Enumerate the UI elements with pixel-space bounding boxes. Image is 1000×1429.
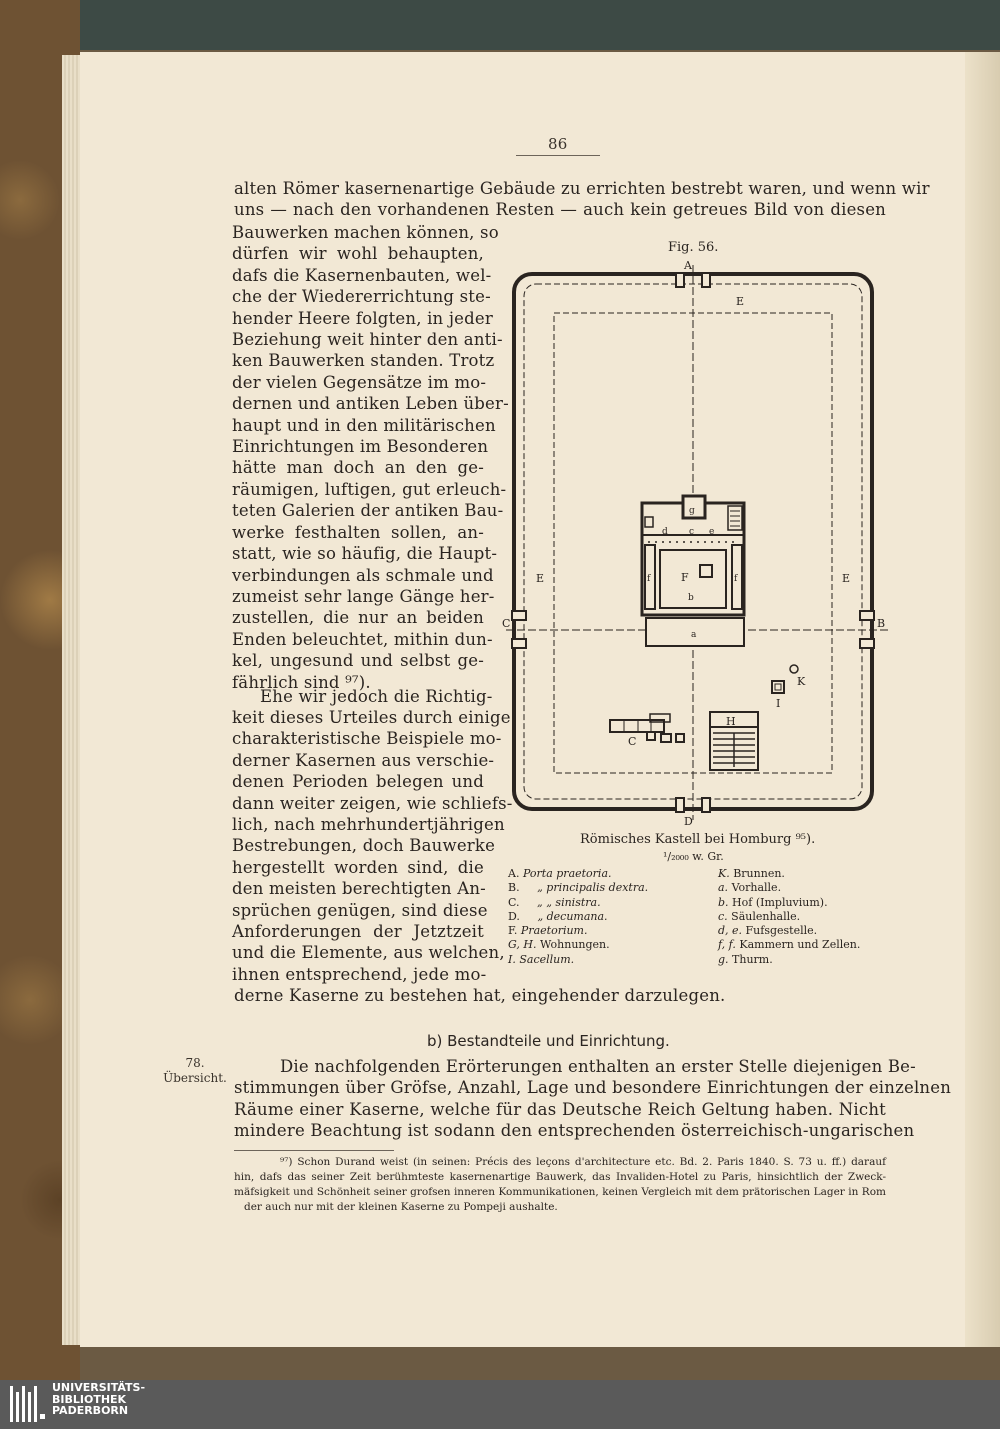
legend-item [508,924,648,938]
legend-item [718,938,860,952]
text-line: dernen und antiken Leben über- [232,394,509,414]
legend-key: F. [508,924,518,938]
legend-key: f, f. [718,938,736,952]
legend-item [718,881,860,895]
gate-a-right [702,273,710,287]
text-line: den meisten berechtigten An- [232,879,486,899]
legend-item [718,924,860,938]
library-name-line: UNIVERSITÄTS- [52,1381,146,1394]
text-line: Anforderungen der Jetztzeit [232,922,484,942]
legend-text: Sacellum. [519,952,575,966]
text-line: Bestrebungen, doch Bauwerke [232,836,496,856]
text-line: hender Heere folgten, in jeder [232,308,493,328]
figure-scale: ¹/₂₀₀₀ w. Gr. [663,850,724,863]
plan-letter: K [797,675,806,688]
text-line: Räume einer Kaserne, welche für das Deutsche Reich Geltung haben. Nicht [234,1099,886,1119]
figure-legend-left [508,867,648,967]
text-line: werke festhalten sollen, an- [232,522,484,542]
legend-text: Fufsgestelle. [745,924,818,938]
narrow-paragraph-2-cont [232,707,513,985]
legend-text: Thurm. [732,952,773,966]
legend-key: b. [718,895,729,909]
legend-text: Vorhalle. [731,881,782,895]
legend-key: G, H. [508,938,537,952]
paragraph-end-line: derne Kaserne zu bestehen hat, eingehender darzulegen. [234,986,726,1005]
gate-d-right [702,798,710,812]
text-line: ken Bauwerken standen. Trotz [232,351,495,371]
page-number: 86 [548,135,568,153]
legend-key: c. [718,909,728,923]
legend-item [718,910,860,924]
footnote-line: ⁹⁷) Schon Durand weist (in seinen: Précis des leçons d'architecture etc. Bd. 2. Paris 1840. S. 73 u. ff.) darauf [280,1156,886,1168]
text-line: alten Römer kasernenartige Gebäude zu errichten bestrebt waren, und wenn wir [234,179,930,198]
plan-letter: e [709,527,715,537]
legend-text: Wohnungen. [539,938,610,952]
gate-c-bottom [512,639,526,648]
text-line: derner Kasernen aus verschie- [232,750,495,770]
text-line: hergestellt worden sind, die [232,857,484,877]
section-paragraph [234,1056,952,1142]
legend-item [508,953,648,967]
text-line: Beziehung weit hinter den anti- [232,330,503,350]
text-line: charakteristische Beispiele mo- [232,729,502,749]
library-name-line: PADERBORN [52,1404,129,1417]
gate-b-top [860,611,874,620]
text-line: statt, wie so häufig, die Haupt- [232,544,498,564]
legend-item [508,938,648,952]
text-line: Enden beleuchtet, mithin dun- [232,629,493,649]
fort-plan-diagram [500,255,900,830]
legend-item [508,910,648,924]
legend-key: C. [508,895,520,909]
plan-letter: d [662,527,668,537]
cover-top-edge [0,0,1000,50]
text-line: zustellen, die nur an beiden [232,608,484,628]
margin-label: Übersicht. [163,1071,227,1085]
legend-text: Praetorium. [520,924,588,938]
plan-letter: A [684,259,692,272]
text-line: fährlich sind ⁹⁷). [232,672,371,692]
plan-letter: C [502,617,511,630]
well-k [790,665,798,673]
plan-letter: I [776,697,781,710]
text-line: Die nachfolgenden Erörterungen enthalten an erster Stelle diejenigen Be- [280,1057,916,1076]
legend-text: „ principalis dextra. [537,881,649,895]
text-line: lich, nach mehrhundertjährigen [232,815,505,835]
plan-letter: g [689,506,695,516]
text-line: stimmungen über Gröfse, Anzahl, Lage und besondere Einrichtungen der einzelnen [234,1078,952,1098]
plan-letter: E [842,572,851,585]
footnote-rule [234,1150,394,1151]
text-line: dann weiter zeigen, wie schliefs- [232,793,513,813]
plan-letter: f [647,574,651,584]
text-line: denen Perioden belegen und [232,772,484,792]
legend-key: D. [508,909,520,923]
legend-item [508,896,648,910]
gate-c-top [512,611,526,620]
legend-item [718,896,860,910]
text-line: und die Elemente, aus welchen, [232,943,505,963]
plan-letter: C [628,735,637,748]
text-line: keit dieses Urteiles durch einige [232,708,511,727]
text-line: zumeist sehr lange Gänge her- [232,586,495,606]
text-line: Ehe wir jedoch die Richtig- [260,687,493,706]
text-line: hätte man doch an den ge- [232,458,484,478]
gate-a-left [676,273,684,287]
footnote-line: der auch nur mit der kleinen Kaserne zu Pompeji aushalte. [244,1201,558,1213]
legend-text: Kammern und Zellen. [739,938,861,952]
figure-caption: Römisches Kastell bei Homburg ⁹⁵). [580,832,816,847]
sacellum-i [772,681,784,693]
plan-letter: c [689,527,695,537]
text-line: räumigen, luftigen, gut erleuch- [232,479,507,499]
legend-text: Hof (Impluvium). [732,895,828,909]
page-number-rule [516,155,600,156]
legend-key: A. [508,867,520,880]
plan-letter: B [877,617,886,630]
text-line: ihnen entsprechend, jede mo- [232,964,487,984]
legend-text: Säulenhalle. [731,909,801,923]
legend-text: „ „ sinistra. [537,895,601,909]
text-line: haupt und in den militärischen [232,415,496,435]
legend-key: a. [718,881,729,895]
legend-item [718,953,860,967]
legend-key: B. [508,881,520,895]
text-line: che der Wiedererrichtung ste- [232,287,491,307]
gate-d-left [676,798,684,812]
gate-b-bottom [860,639,874,648]
library-name [52,1382,145,1417]
legend-key: g. [718,952,729,966]
legend-item [508,867,648,881]
figure-legend-right [718,867,860,967]
plan-letter: E [736,295,745,308]
text-line: teten Galerien der antiken Bau- [232,501,504,521]
text-line: dafs die Kasernenbauten, wel- [232,265,492,285]
text-line: mindere Beachtung ist sodann den entsprechenden österreichisch-ungarischen [234,1121,915,1141]
plan-letter: D [684,815,693,828]
plan-letter: b [688,593,694,603]
legend-item [718,867,860,881]
legend-key: K. [718,867,730,880]
footnote-line: hin, dafs das seiner Zeit berühmteste kasernenartige Bauwerk, das Invaliden-Hotel zu Paris, hinsichtlich der Zweck- [234,1171,886,1183]
text-line: sprüchen genügen, sind diese [232,900,488,920]
library-name-line: BIBLIOTHEK [52,1392,127,1406]
text-line: Bauwerken machen können, so [232,223,499,242]
text-line: der vielen Gegensätze im mo- [232,372,487,392]
plan-letter: a [691,630,697,640]
figure-label: Fig. 56. [668,240,719,255]
plan-letter: f [734,574,738,584]
plan-letter: F [681,571,689,584]
legend-key: d, e. [718,924,743,938]
margin-note [160,1056,230,1086]
plan-letter: H [726,715,736,728]
text-line: kel, ungesund und selbst ge- [232,651,484,671]
intro-paragraph [234,178,930,221]
plan-letter: E [536,572,545,585]
legend-key: I. [508,952,516,966]
section-heading: b) Bestandteile und Einrichtung. [427,1032,670,1050]
footnote-line: mäfsigkeit und Schönheit seiner grofsen inneren Kommunikationen, keinen Vergleich mit dem prätorischen Lager in Rom [234,1186,886,1198]
narrow-paragraph-1 [232,222,509,693]
page-gutter-right [965,52,1000,1347]
text-line: verbindungen als schmale und [232,565,494,585]
legend-item [508,881,648,895]
footnote [234,1155,886,1215]
narrow-paragraph-2 [232,686,493,707]
legend-text: Brunnen. [733,867,785,880]
library-logo-icon [10,1384,48,1424]
text-line: uns — nach den vorhandenen Resten — auch kein getreues Bild von diesen [234,200,886,220]
page-edges [62,55,82,1345]
margin-number: 78. [185,1056,205,1070]
text-line: dürfen wir wohl behaupten, [232,244,484,264]
legend-text: „ decumana. [537,909,608,923]
library-footer-bar [0,1380,1000,1429]
text-line: Einrichtungen im Besonderen [232,437,489,457]
legend-text: Porta praetoria. [522,867,612,880]
